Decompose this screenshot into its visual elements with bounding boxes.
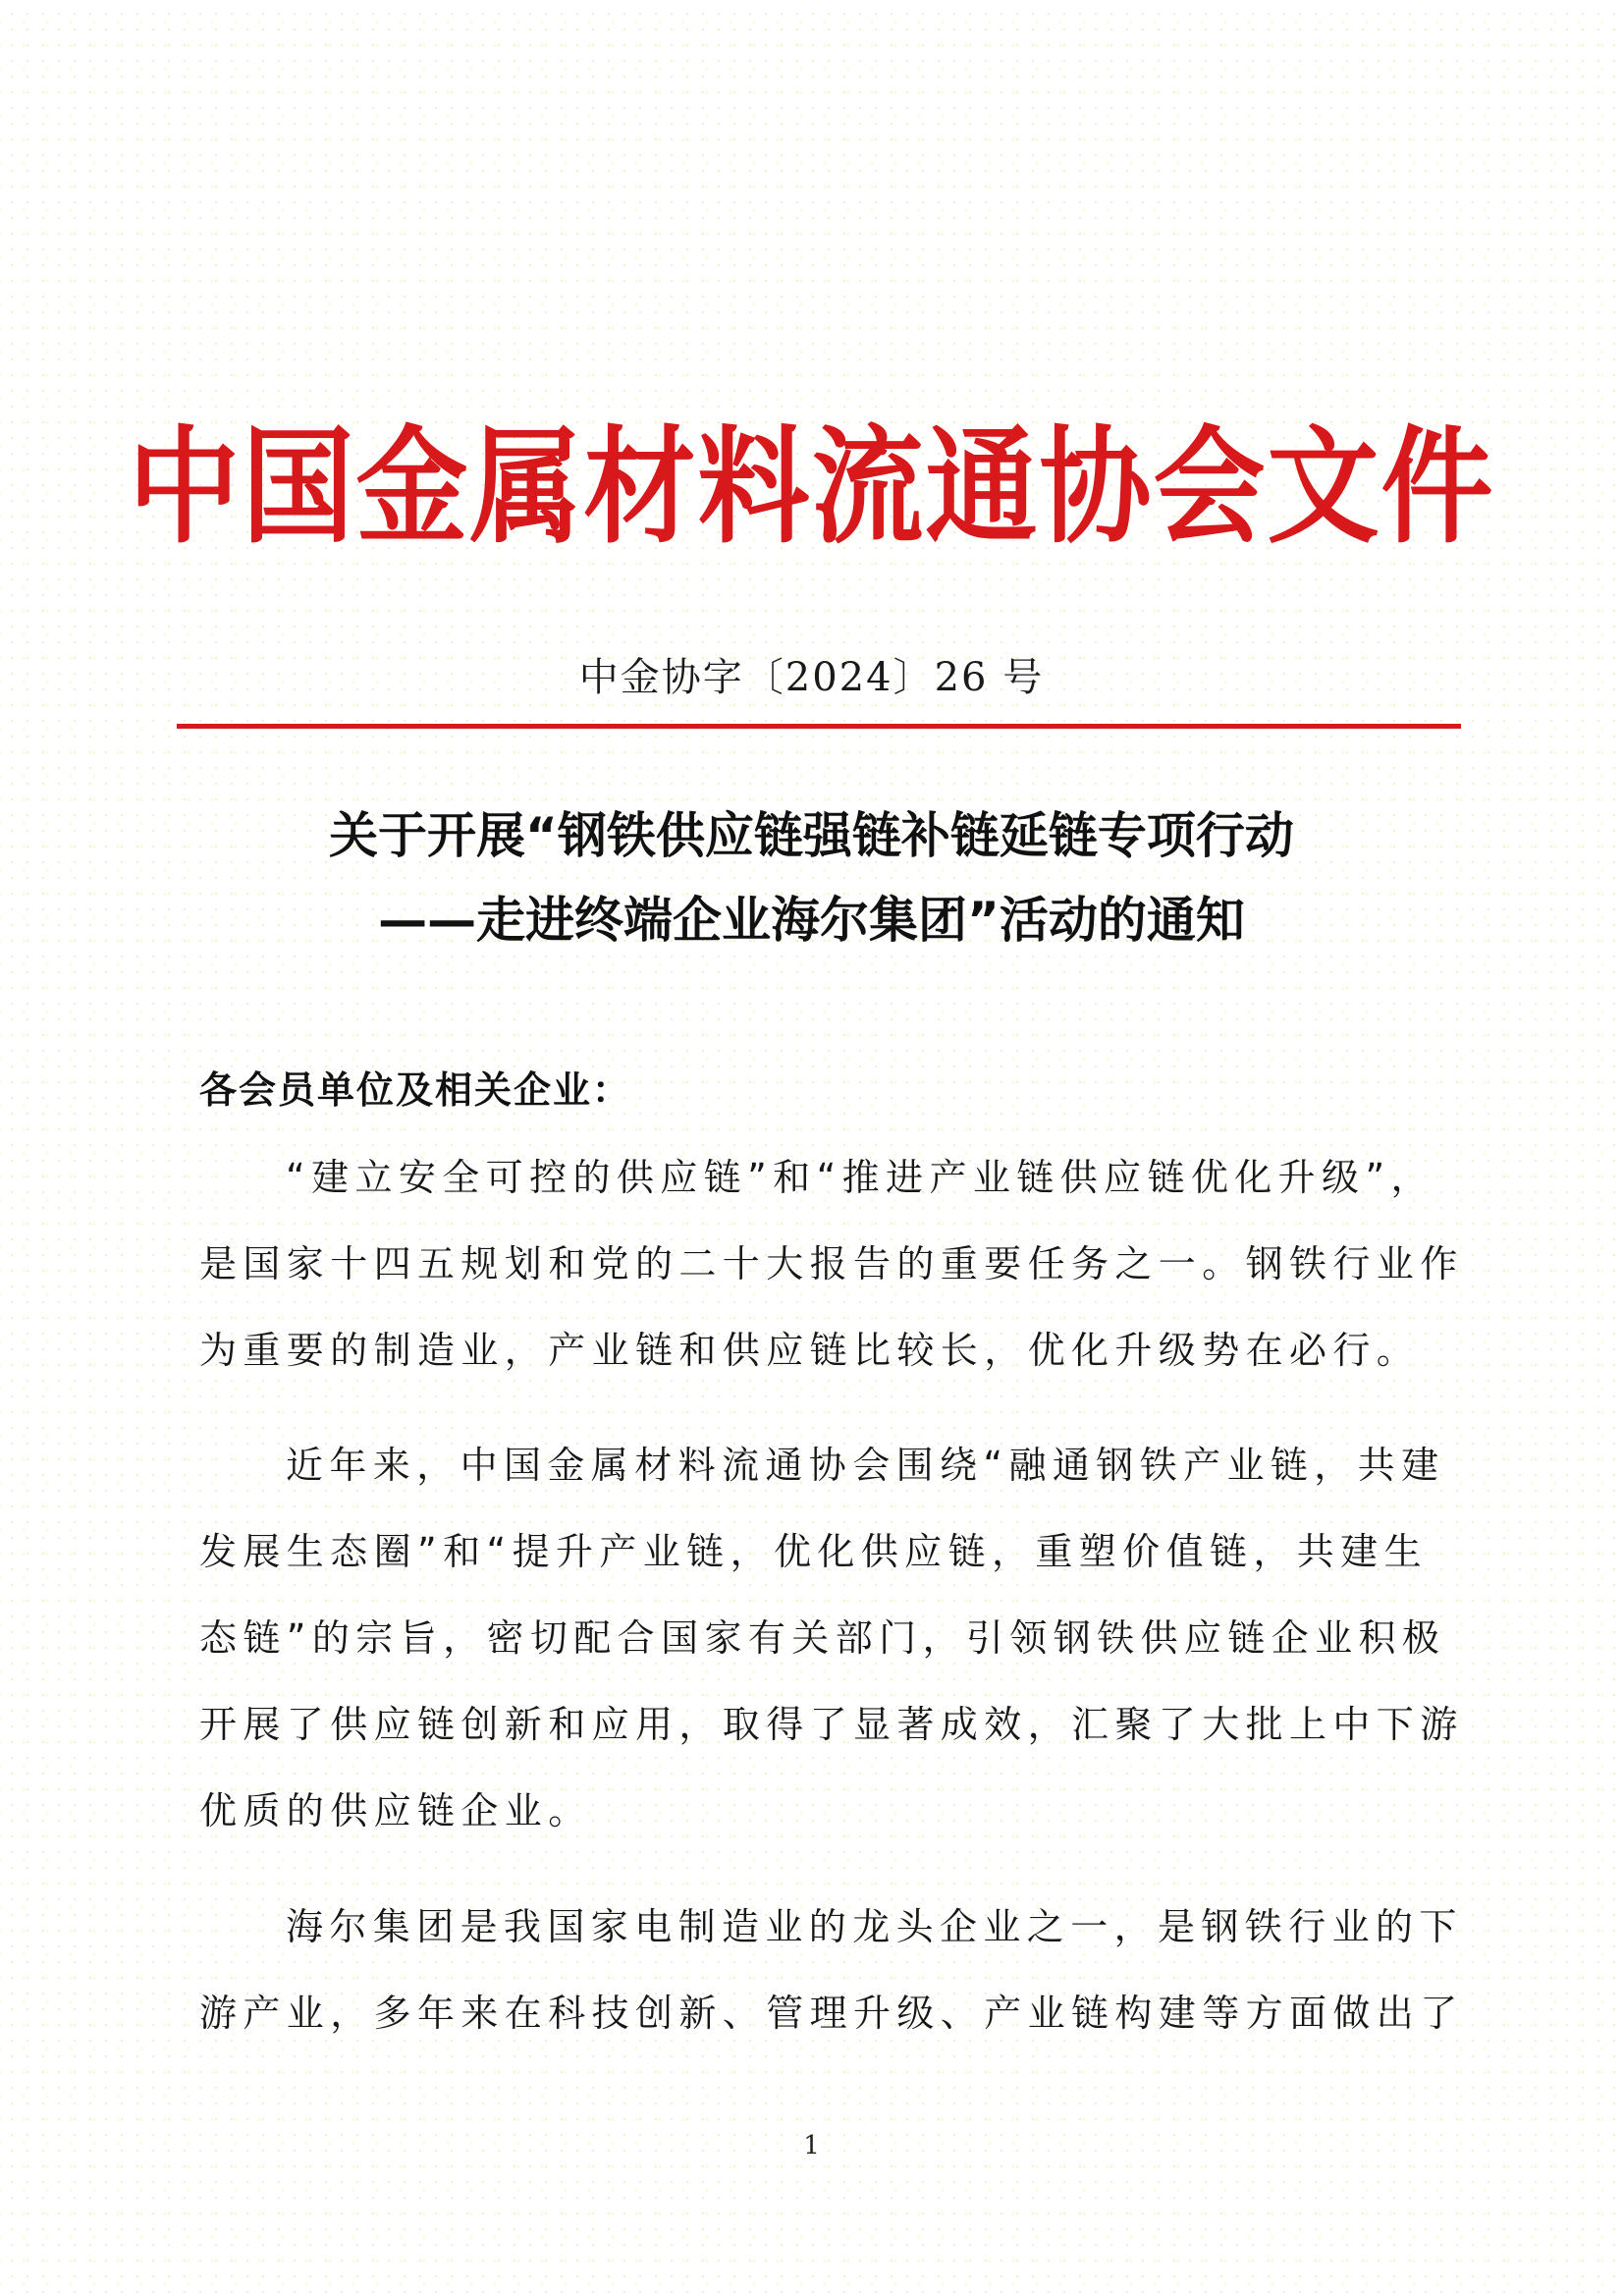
paragraph-line: 游产业，多年来在科技创新、管理升级、产业链构建等方面做出了 (199, 1992, 1464, 2035)
paragraph-line: 是国家十四五规划和党的二十大报告的重要任务之一。钢铁行业作 (199, 1242, 1464, 1285)
document-number: 中金协字〔2024〕26 号 (578, 655, 1045, 700)
paragraph-line: 开展了供应链创新和应用，取得了显著成效，汇聚了大批上中下游 (199, 1703, 1464, 1746)
paragraph-2 (199, 1422, 1464, 1854)
paragraph-line: 海尔集团是我国家电制造业的龙头企业之一，是钢铁行业的下 (286, 1905, 1463, 1948)
title-line-2: ——走进终端企业海尔集团”活动的通知 (378, 892, 1245, 949)
salutation: 各会员单位及相关企业： (199, 1068, 632, 1112)
issuer-header: 中国金属材料流通协会文件 (128, 413, 1495, 561)
title-line-1: 关于开展“钢铁供应链强链补链延链专项行动 (329, 807, 1294, 864)
paragraph-line: 近年来，中国金属材料流通协会围绕“融通钢铁产业链，共建 (286, 1444, 1445, 1487)
page-number: 1 (803, 2131, 820, 2160)
paragraph-1 (199, 1134, 1464, 1394)
paragraph-line: 优质的供应链企业。 (199, 1789, 592, 1832)
document-title (0, 793, 1623, 962)
paragraph-line: 为重要的制造业，产业链和供应链比较长，优化升级势在必行。 (199, 1329, 1421, 1372)
paragraph-line: 态链”的宗旨，密切配合国家有关部门，引领钢铁供应链企业积极 (199, 1616, 1446, 1660)
paragraph-line: “建立安全可控的供应链”和“推进产业链供应链优化升级”， (286, 1156, 1434, 1199)
paragraph-3 (199, 1884, 1464, 2056)
paragraph-line: 发展生态圈”和“提升产业链，优化供应链，重塑价值链，共建生 (199, 1530, 1428, 1573)
red-divider-rule (177, 724, 1461, 729)
